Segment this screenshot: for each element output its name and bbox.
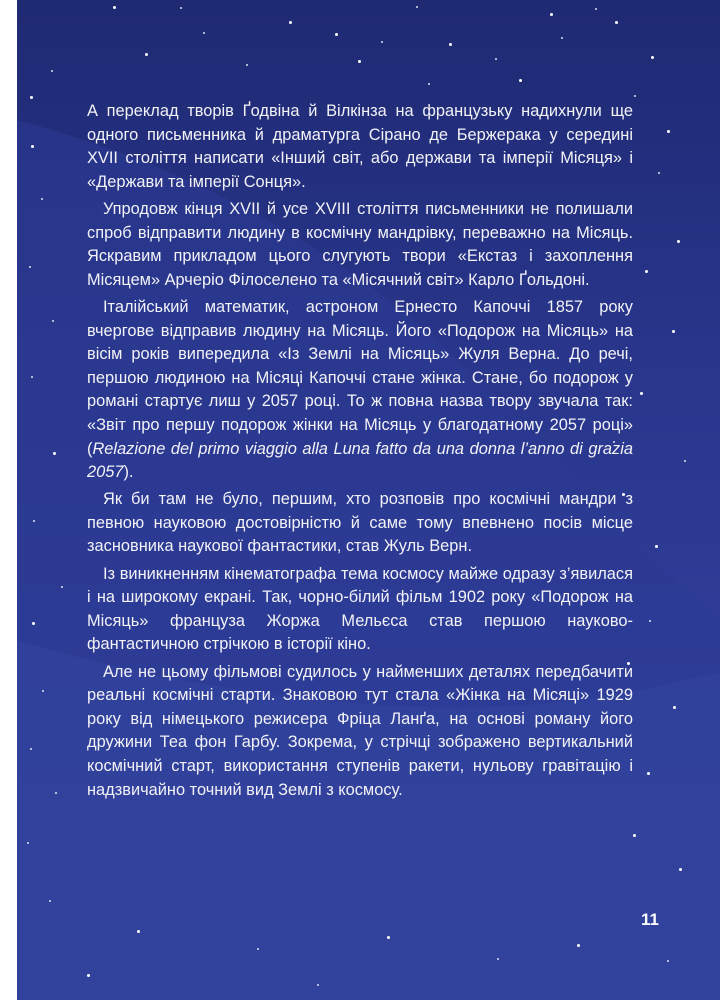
star-icon <box>672 330 675 333</box>
paragraph-3 <box>87 296 633 485</box>
star-icon <box>61 586 63 588</box>
star-icon <box>27 842 29 844</box>
star-icon <box>30 748 32 750</box>
star-icon <box>673 706 676 709</box>
star-icon <box>53 452 56 455</box>
paragraph-5: Із виникненням кінематографа тема космосу майже одразу з’явилася і на широкому екрані. Так, чорно-білий фільм 1902 року «Подорож на Місяць» француза Жоржа Мельєса став першою науково-фантастичною стрічкою в історії кіно. <box>87 564 633 654</box>
star-icon <box>31 145 34 148</box>
star-icon <box>42 690 44 692</box>
italic-title: Relazione del primo viaggio alla Luna fatto da una donna l’anno di grazia 2057 <box>87 439 633 482</box>
star-icon <box>246 64 248 66</box>
star-icon <box>633 834 636 837</box>
star-icon <box>49 900 51 902</box>
paragraph-3-text-before: Італійський математик, астроном Ернесто Капоччі 1857 року вчергове відправив людину на Місяць. Його «Подорож на Місяць» на вісім років випередила «Із Землі на Місяць» Жуля Верна. До речі, першою людиною на Місяці Капоччі стане жінка. Стане, бо подорож у романі стартує лиш у 2057 році. То ж повна назва твору звучала так: «Звіт про першу подорож жінки на Місяць у благодатному 2057 році» ( <box>87 297 633 458</box>
star-icon <box>203 32 205 34</box>
paragraph-4: Як би там не було, першим, хто розповів про космічні мандри з певною науковою достовірністю й саме тому впевнено посів місце засновника наукової фантастики, став Жуль Верн. <box>87 490 633 556</box>
star-icon <box>113 6 116 9</box>
paragraph-3-text-after: ). <box>123 463 134 482</box>
star-icon <box>416 6 418 8</box>
star-icon <box>634 95 636 97</box>
star-icon <box>31 376 33 378</box>
book-page <box>17 0 720 1000</box>
paragraph-6: Але не цьому фільмові судилось у найменших деталях передбачити реальні космічні старти. Знаковою тут стала «Жінка на Місяці» 1929 року від німецького режисера Фріца Ланґа, на основі роману його дружини Теа фон Гарбу. Зокрема, у стрічці зображено вертикальний космічний старт, використання ступенів ракети, нульову гравітацію і надзвичайно точний вид Землі з космосу. <box>87 662 633 799</box>
star-icon <box>495 58 497 60</box>
star-icon <box>87 974 90 977</box>
star-icon <box>645 270 648 273</box>
star-icon <box>428 83 430 85</box>
star-icon <box>335 33 338 36</box>
star-icon <box>658 172 660 174</box>
star-icon <box>640 392 643 395</box>
star-icon <box>651 56 654 59</box>
star-icon <box>33 520 35 522</box>
star-icon <box>497 958 499 960</box>
star-icon <box>145 53 148 56</box>
star-icon <box>577 944 580 947</box>
star-icon <box>41 198 43 200</box>
star-icon <box>137 930 140 933</box>
star-icon <box>684 460 686 462</box>
page-number: 11 <box>641 910 659 929</box>
star-icon <box>180 7 182 9</box>
star-icon <box>32 622 35 625</box>
paragraph-2: Упродовж кінця XVII й усе XVIII століття письменники не полишали спроб відправити людину в космічну мандрівку, переважно на Місяць. Яскравим прикладом цього слугують твори «Екстаз і захоплення Місяцем» Арчеріо Філоселено та «Місячний світ» Карло Ґольдоні. <box>87 199 633 289</box>
star-icon <box>519 79 522 82</box>
star-icon <box>387 936 390 939</box>
star-icon <box>649 620 651 622</box>
star-icon <box>30 96 33 99</box>
star-icon <box>677 240 680 243</box>
body-text <box>87 100 633 806</box>
star-icon <box>381 41 383 43</box>
star-icon <box>51 70 53 72</box>
star-icon <box>449 43 452 46</box>
star-icon <box>550 13 553 16</box>
star-icon <box>615 21 618 24</box>
star-icon <box>358 60 361 63</box>
star-icon <box>29 266 31 268</box>
star-icon <box>289 21 292 24</box>
star-icon <box>667 130 670 133</box>
star-icon <box>317 984 319 986</box>
star-icon <box>561 37 563 39</box>
star-icon <box>647 772 650 775</box>
star-icon <box>595 8 597 10</box>
star-icon <box>655 545 658 548</box>
star-icon <box>667 960 669 962</box>
star-icon <box>257 948 259 950</box>
paragraph-1: А переклад творів Ґодвіна й Вілкінза на французьку надихнули ще одного письменника й драматурга Сірано де Бержерака у середині XVII століття написати «Інший світ, або держави та імперії Місяця» і «Держави та імперії Сонця». <box>87 102 633 191</box>
star-icon <box>52 320 54 322</box>
star-icon <box>679 868 682 871</box>
star-icon <box>55 792 57 794</box>
